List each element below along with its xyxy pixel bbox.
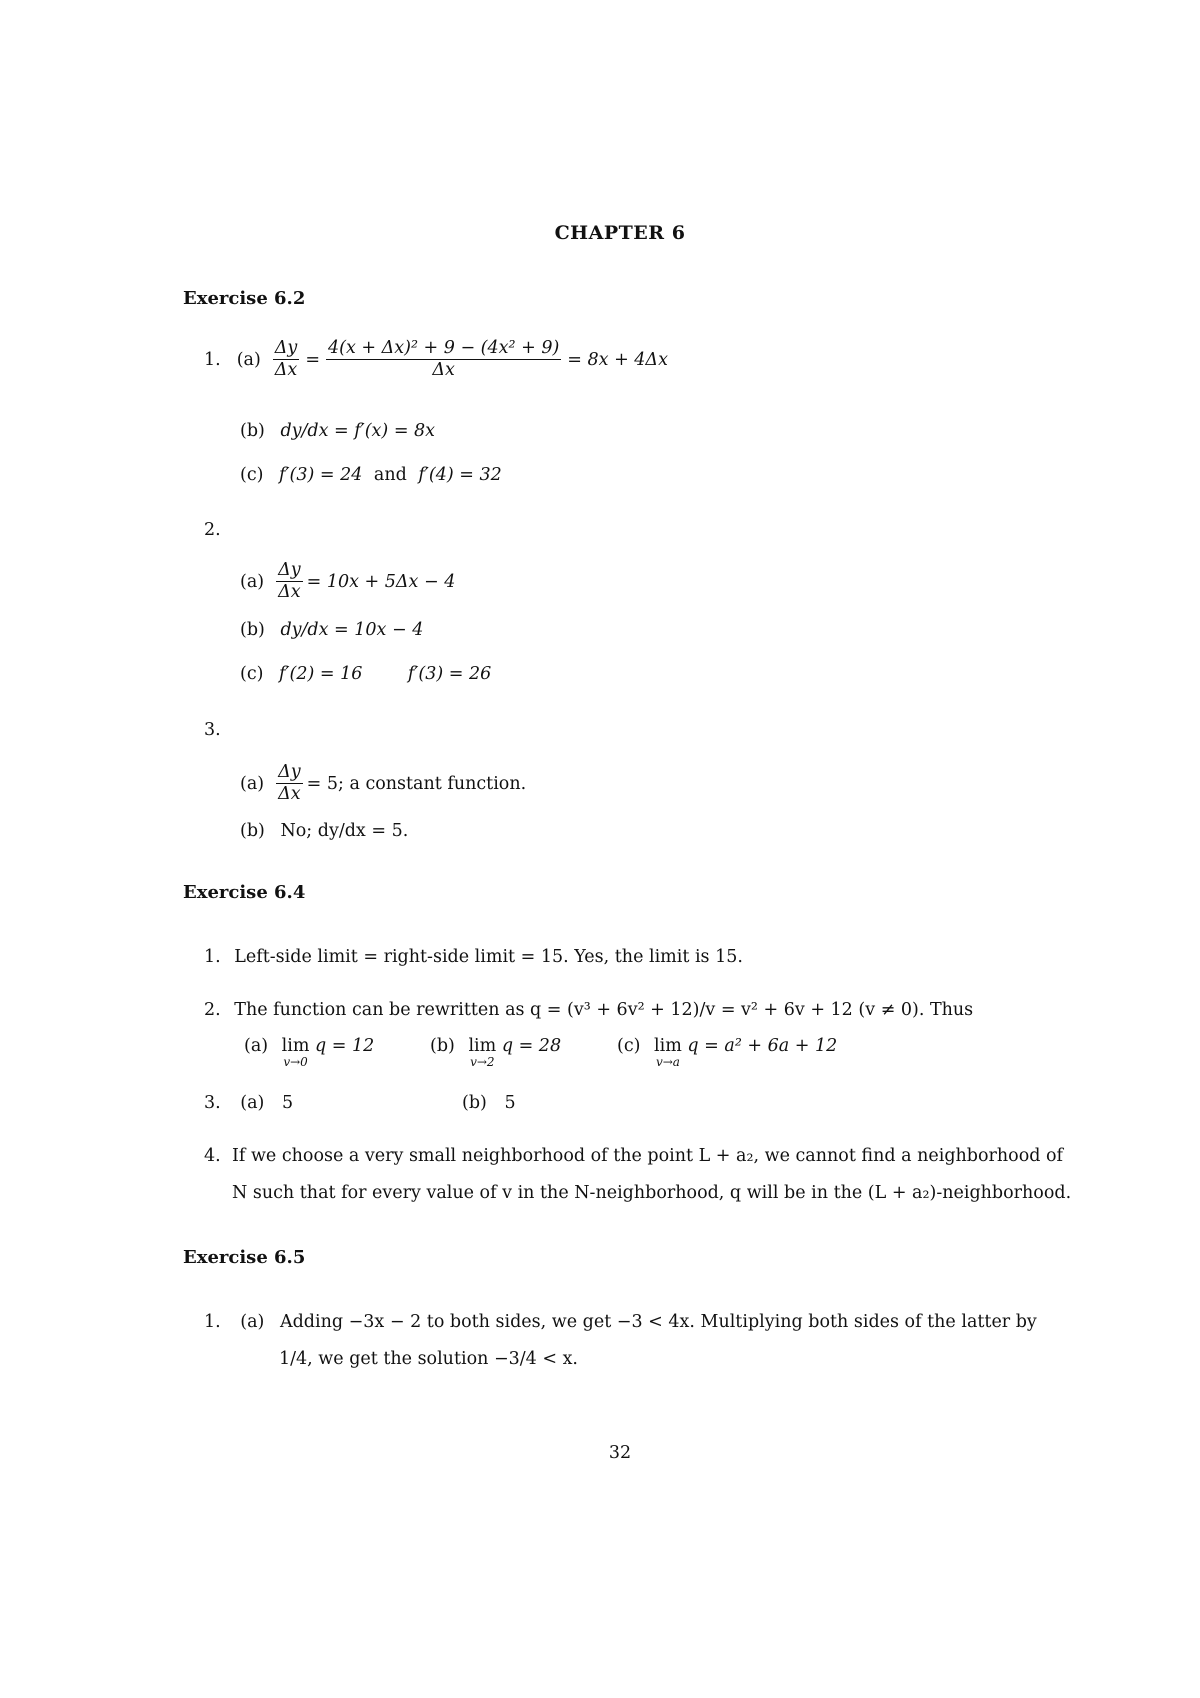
- ex64-problem-4-line-2: N such that for every value of v in the N-neighborhood, q will be in the (L + a₂)-neighborhood.: [232, 1183, 1072, 1203]
- ex64-problem-3-b: [462, 1093, 516, 1113]
- ex64-problem-1: [204, 947, 743, 967]
- exercise-6-4-heading: Exercise 6.4: [183, 882, 306, 903]
- limit-operator: [282, 1036, 310, 1070]
- ex64-problem-2-c: [617, 1036, 837, 1070]
- ex62-problem-3-a: [240, 762, 526, 805]
- part-label: (b): [240, 421, 265, 441]
- fraction-numerator: Δy: [278, 762, 301, 782]
- exercise-6-2-heading: Exercise 6.2: [183, 288, 306, 309]
- math-expression: f′(3) = 24: [279, 465, 363, 485]
- ex62-problem-1-b: [240, 421, 435, 441]
- limit-operator: [654, 1036, 682, 1070]
- part-label: (a): [236, 349, 261, 370]
- fraction-delta: [276, 560, 303, 603]
- fraction-denominator: Δx: [432, 360, 455, 380]
- ex62-problem-2-c: [240, 664, 491, 684]
- problem-number: 2.: [204, 1000, 221, 1020]
- connector-word: and: [373, 465, 407, 485]
- math-expression: dy/dx = 10x − 4: [280, 620, 424, 640]
- limit-subscript: v→a: [655, 1055, 680, 1070]
- limit-word: lim: [468, 1036, 497, 1056]
- math-expression: f′(2) = 16: [279, 664, 363, 684]
- ex65-problem-1: [204, 1312, 1037, 1332]
- page-number: 32: [608, 1443, 632, 1463]
- ex64-problem-2-a: [244, 1036, 374, 1070]
- ex62-problem-3-b: [240, 821, 408, 841]
- chapter-title: CHAPTER 6: [554, 222, 686, 244]
- part-label: (b): [240, 620, 265, 640]
- ex62-problem-2-number: 2.: [204, 520, 221, 540]
- result-expression: = 10x + 5Δx − 4: [306, 571, 456, 592]
- answer-value: 5: [504, 1093, 516, 1113]
- ex64-problem-2: [204, 1000, 973, 1020]
- part-label: (c): [240, 465, 264, 485]
- part-label: (c): [240, 664, 264, 684]
- math-expression: No; dy/dx = 5.: [280, 821, 409, 841]
- part-label: (b): [430, 1036, 455, 1056]
- ex62-problem-2-a: [240, 560, 455, 603]
- math-expression: q = 28: [501, 1036, 562, 1056]
- problem-number: 1.: [204, 349, 221, 370]
- ex64-problem-2-b: [430, 1036, 561, 1070]
- problem-number: 3.: [204, 1093, 221, 1113]
- problem-number: 1.: [204, 1312, 221, 1332]
- problem-text: Adding −3x − 2 to both sides, we get −3 < 4x. Multiplying both sides of the latter by: [279, 1312, 1037, 1332]
- part-label: (a): [240, 1312, 265, 1332]
- math-expression: dy/dx = f′(x) = 8x: [280, 421, 436, 441]
- math-expression: f′(4) = 32: [418, 465, 502, 485]
- fraction-numerator: Δy: [278, 560, 301, 580]
- ex62-problem-1-c: [240, 465, 502, 485]
- part-label: (b): [462, 1093, 487, 1113]
- exercise-6-5-heading: Exercise 6.5: [183, 1247, 306, 1268]
- limit-subscript: v→2: [470, 1055, 495, 1070]
- fraction-denominator: Δx: [278, 784, 301, 804]
- part-label: (a): [240, 773, 265, 794]
- problem-text: The function can be rewritten as q = (v³ + 6v² + 12)/v = v² + 6v + 12 (v ≠ 0). Thus: [234, 1000, 974, 1020]
- limit-word: lim: [281, 1036, 310, 1056]
- part-label: (c): [617, 1036, 641, 1056]
- result-expression: = 8x + 4Δx: [567, 349, 668, 370]
- fraction-denominator: Δx: [278, 582, 301, 602]
- limit-subscript: v→0: [283, 1055, 308, 1070]
- ex65-problem-1-line-2: 1/4, we get the solution −3/4 < x.: [279, 1349, 578, 1369]
- part-label: (a): [240, 1093, 265, 1113]
- ex64-problem-4-line-1: If we choose a very small neighborhood of the point L + a₂, we cannot find a neighborhood of: [232, 1146, 1064, 1166]
- equals-sign: =: [305, 349, 320, 370]
- part-label: (a): [240, 571, 265, 592]
- problem-number: 1.: [204, 947, 221, 967]
- problem-text: Left-side limit = right-side limit = 15. Yes, the limit is 15.: [234, 947, 743, 967]
- ex64-problem-4-number: 4.: [204, 1146, 221, 1166]
- fraction-numerator: Δy: [274, 338, 298, 358]
- answer-value: 5: [281, 1093, 294, 1113]
- ex62-problem-3-number: 3.: [204, 720, 221, 740]
- ex62-problem-1-a: [204, 338, 668, 381]
- fraction-numerator: 4(x + Δx)² + 9 − (4x² + 9): [328, 338, 560, 358]
- ex62-problem-2-b: [240, 620, 423, 640]
- ex64-problem-3: [204, 1093, 293, 1113]
- limit-operator: [468, 1036, 496, 1070]
- part-label: (a): [244, 1036, 269, 1056]
- fraction-delta: [273, 338, 300, 381]
- fraction-difference-quotient: [326, 338, 561, 381]
- result-expression: = 5; a constant function.: [306, 773, 527, 794]
- fraction-delta: [276, 762, 303, 805]
- math-expression: f′(3) = 26: [407, 664, 492, 684]
- fraction-denominator: Δx: [274, 360, 298, 380]
- math-expression: q = 12: [315, 1036, 375, 1056]
- limit-word: lim: [654, 1036, 682, 1056]
- part-label: (b): [240, 821, 265, 841]
- math-expression: q = a² + 6a + 12: [687, 1036, 838, 1056]
